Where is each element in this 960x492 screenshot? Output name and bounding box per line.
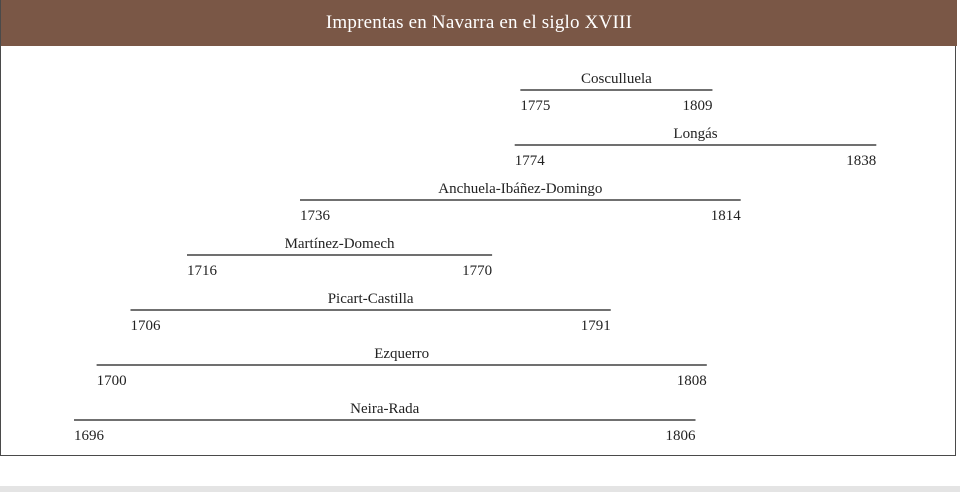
end-year-label: 1838 (846, 153, 877, 169)
bar-label: Martínez-Domech (284, 236, 395, 252)
start-year-label: 1706 (130, 318, 161, 334)
bar-label: Picart-Castilla (327, 291, 414, 307)
page-edge (0, 486, 960, 492)
start-year-label: 1716 (187, 263, 217, 279)
end-year-label: 1791 (580, 318, 611, 334)
chart-title: Imprentas en Navarra en el siglo XVIII (325, 12, 633, 33)
start-year-label: 1700 (96, 373, 127, 389)
end-year-label: 1814 (710, 208, 741, 224)
end-year-label: 1809 (682, 98, 713, 114)
start-year-label: 1736 (300, 208, 330, 224)
start-year-label: 1774 (514, 153, 545, 169)
bar-label: Neira-Rada (350, 401, 420, 417)
end-year-label: 1806 (665, 428, 696, 444)
start-year-label: 1775 (520, 98, 551, 114)
end-year-label: 1808 (676, 373, 707, 389)
start-year-label: 1696 (74, 428, 104, 444)
bar-label: Anchuela-Ibáñez-Domingo (438, 181, 603, 197)
bar-label: Longás (673, 126, 718, 142)
bar-label: Ezquerro (374, 346, 430, 362)
bar-label: Cosculluela (580, 71, 652, 87)
end-year-label: 1770 (462, 263, 493, 279)
